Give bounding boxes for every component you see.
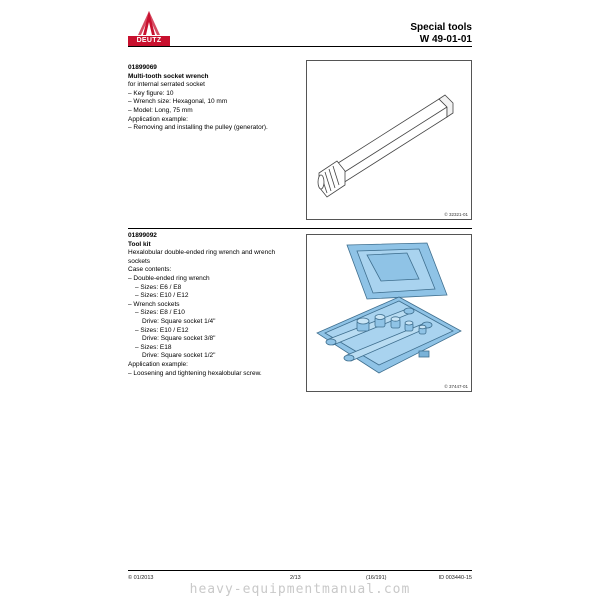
figure-label: © 32321-01 <box>444 212 468 217</box>
header-title: Special tools <box>410 22 472 33</box>
tool2-line: Hexalobular double-ended ring wrench and wrench <box>128 249 276 257</box>
tool2-line: Case contents: <box>128 266 172 274</box>
tool2-description <box>128 232 298 378</box>
tool1-part-number: 01899069 <box>128 64 157 71</box>
figure-label: © 37447-01 <box>444 384 468 389</box>
tool2-name: Tool kit <box>128 240 151 248</box>
tool2-line: – Wrench sockets <box>128 300 180 308</box>
deutz-emblem-icon <box>136 10 162 36</box>
tool2-line: – Sizes: E10 / E12 <box>135 326 189 334</box>
tool1-name: Multi-tooth socket wrench <box>128 72 209 80</box>
footer-date: © 01/2013 <box>128 575 154 581</box>
tool2-line: Application example: <box>128 360 188 368</box>
tool-kit-case-illustration <box>307 235 471 391</box>
tool2-line: Drive: Square socket 1/2" <box>142 352 216 360</box>
deutz-logo <box>128 10 170 46</box>
footer-total: (16/191) <box>366 575 387 581</box>
tool2-line: Drive: Square socket 1/4" <box>142 317 216 325</box>
tool2-line: – Sizes: E8 / E10 <box>135 309 185 317</box>
section-rule <box>128 228 472 229</box>
tool2-figure <box>306 234 472 392</box>
tool1-line: – Removing and installing the pulley (generator). <box>128 124 268 132</box>
footer-page: 2/13 <box>290 575 301 581</box>
tool2-line: – Sizes: E18 <box>135 343 172 351</box>
tool1-line: – Wrench size: Hexagonal, 10 mm <box>128 98 228 106</box>
tool1-line: for internal serrated socket <box>128 81 205 89</box>
brand-name: DEUTZ <box>128 36 170 46</box>
header-rule <box>128 46 472 47</box>
watermark: heavy-equipmentmanual.com <box>189 582 411 597</box>
header-number: W 49-01-01 <box>419 34 472 45</box>
tool1-line: Application example: <box>128 115 188 123</box>
tool1-line: – Key figure: 10 <box>128 89 174 97</box>
footer-rule <box>128 570 472 571</box>
tool2-part-number: 01899092 <box>128 232 157 239</box>
tool1-description <box>128 64 298 133</box>
tool2-line: – Sizes: E6 / E8 <box>135 283 182 291</box>
tool1-figure <box>306 60 472 220</box>
footer-id: ID 003440-15 <box>438 575 472 581</box>
tool2-line: – Double-ended ring wrench <box>128 274 210 282</box>
socket-wrench-illustration <box>307 61 471 219</box>
tool2-line: – Sizes: E10 / E12 <box>135 292 189 300</box>
tool1-line: – Model: Long, 75 mm <box>128 106 193 114</box>
tool2-line: – Loosening and tightening hexalobular screw. <box>128 369 262 377</box>
tool2-line: sockets <box>128 257 151 265</box>
tool2-line: Drive: Square socket 3/8" <box>142 335 216 343</box>
page-header <box>410 22 472 46</box>
